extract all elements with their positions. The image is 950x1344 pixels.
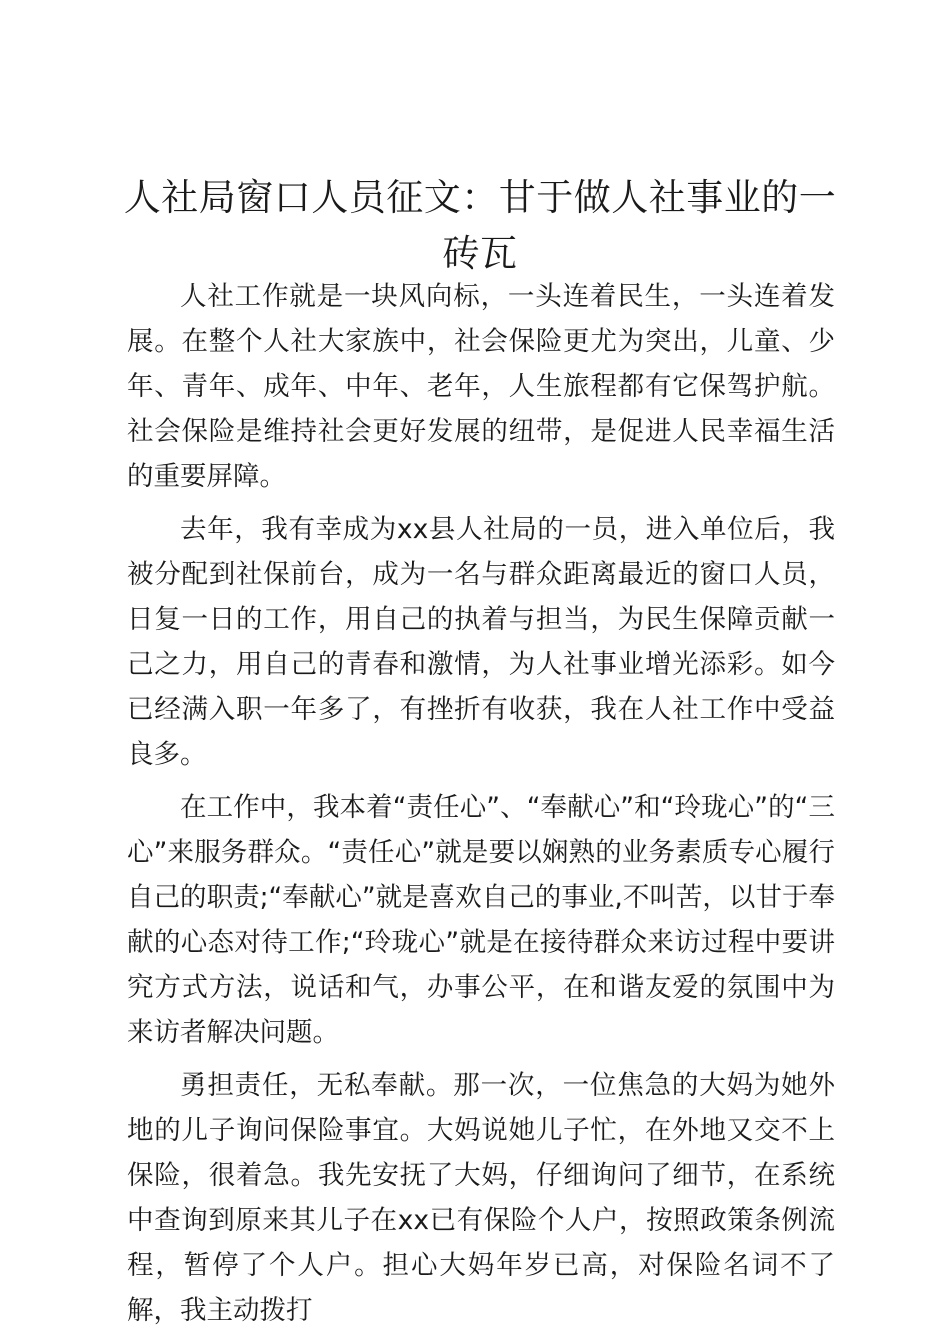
paragraph: 在工作中，我本着“责任心”、“奉献心”和“玲珑心”的“三心”来服务群众。“责任心”就是要以娴熟的业务素质专心履行自己的职责;“奉献心”就是喜欢自己的事业,不叫苦，以甘于奉献的心态对待工作;“玲珑心”就是在接待群众来访过程中要讲究方式方法，说话和气，办事公平，在和谐友爱的氛围中为来访者解决问题。 (127, 792, 835, 1048)
document-body (127, 274, 835, 1341)
document-title: 人社局窗口人员征文：甘于做人社事业的一砖瓦 (123, 176, 837, 275)
paragraph: 勇担责任，无私奉献。那一次，一位焦急的大妈为她外地的儿子询问保险事宜。大妈说她儿子忙，在外地又交不上保险，很着急。我先安抚了大妈，仔细询问了细节，在系统中查询到原来其儿子在xx已有保险个人户，按照政策条例流程，暂停了个人户。担心大妈年岁已高，对保险名词不了解，我主动拨打 (127, 1070, 835, 1326)
paragraph: 人社工作就是一块风向标，一头连着民生，一头连着发展。在整个人社大家族中，社会保险更尤为突出，儿童、少年、青年、成年、中年、老年，人生旅程都有它保驾护航。社会保险是维持社会更好发展的纽带，是促进人民幸福生活的重要屏障。 (127, 281, 835, 492)
paragraph: 去年，我有幸成为xx县人社局的一员，进入单位后，我被分配到社保前台，成为一名与群众距离最近的窗口人员，日复一日的工作，用自己的执着与担当，为民生保障贡献一己之力，用自己的青春和激情，为人社事业增光添彩。如今已经满入职一年多了，有挫折有收获，我在人社工作中受益良多。 (127, 514, 835, 770)
